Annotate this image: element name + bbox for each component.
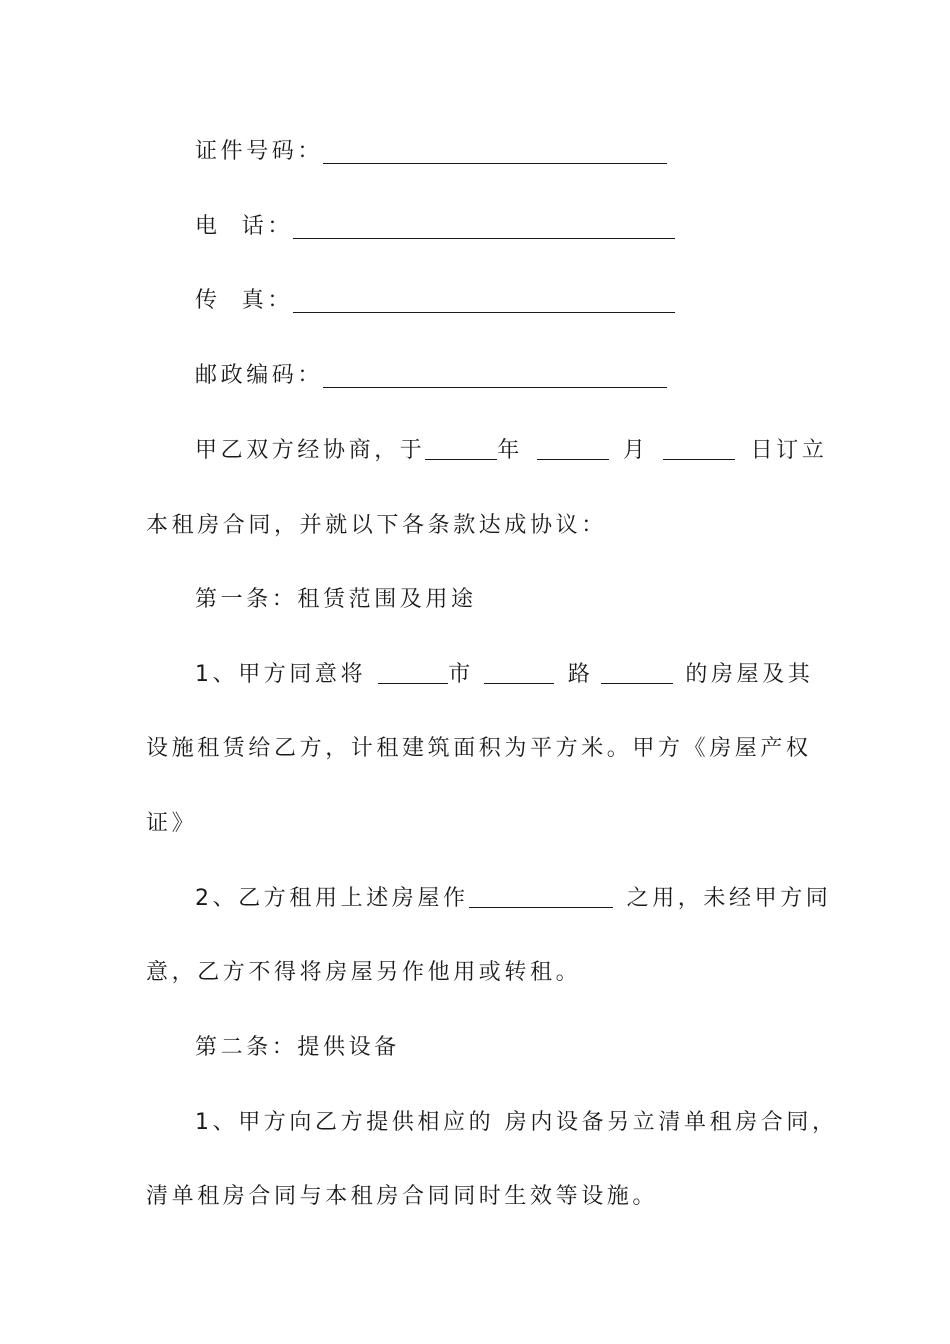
- article-1-title-text: 第一条：租赁范围及用途: [195, 587, 477, 612]
- phone-row: [195, 212, 675, 242]
- city-blank: [378, 661, 448, 684]
- agreement-text-2: 本租房合同，并就以下各条款达成协议：: [146, 513, 607, 538]
- article-1-item-2-line-2: [146, 958, 581, 988]
- article-2-item-1-line-1: [195, 1108, 838, 1138]
- item-2-text-2: 之用，未经甲方同: [626, 886, 832, 911]
- agreement-line-1: [195, 436, 827, 466]
- day-label: 日订立: [750, 438, 828, 463]
- article-2-item-1-text-2: 清单租房合同与本租房合同同时生效等设施。: [146, 1184, 659, 1209]
- year-blank: [425, 437, 497, 460]
- article-2-item-1-line-2: [146, 1182, 658, 1212]
- month-blank: [537, 437, 609, 460]
- postal-code-row: [195, 361, 667, 391]
- id-number-blank: [323, 141, 667, 164]
- article-1-item-2-line-1: [195, 884, 831, 914]
- article-1-item-1-line-1: [195, 660, 813, 690]
- house-blank: [601, 661, 673, 684]
- item-2-text-3: 意，乙方不得将房屋另作他用或转租。: [146, 960, 582, 985]
- city-label: 市: [448, 662, 474, 687]
- item-1-text-3: 设施租赁给乙方，计租建筑面积为平方米。甲方《房屋产权: [146, 736, 812, 761]
- postal-code-blank: [323, 365, 667, 388]
- agreement-line-2: [146, 511, 607, 541]
- phone-blank: [293, 216, 675, 239]
- item-2-text-1: 2、乙方租用上述房屋作: [195, 886, 469, 911]
- phone-label: 电 话：: [195, 214, 293, 239]
- article-2-title-text: 第二条：提供设备: [195, 1035, 400, 1060]
- item-1-text-4: 证》: [146, 811, 198, 836]
- month-label: 月: [623, 438, 649, 463]
- item-1-text-1: 1、甲方同意将: [195, 662, 367, 687]
- day-blank: [663, 437, 735, 460]
- id-number-label: 证件号码：: [195, 139, 324, 164]
- agreement-text-1: 甲乙双方经协商，于: [195, 438, 426, 463]
- article-2-item-1-text-1: 1、甲方向乙方提供相应的 房内设备另立清单租房合同，: [195, 1110, 838, 1135]
- year-label: 年: [497, 438, 524, 463]
- fax-blank: [293, 290, 675, 313]
- postal-code-label: 邮政编码：: [195, 363, 324, 388]
- id-number-row: [195, 137, 667, 167]
- usage-blank: [469, 885, 613, 908]
- article-1-item-1-line-2: [146, 734, 812, 764]
- fax-row: [195, 286, 675, 316]
- item-1-text-2: 的房屋及其: [685, 662, 814, 687]
- article-1-item-1-line-3: [146, 809, 197, 839]
- article-1-title: [195, 585, 477, 615]
- fax-label: 传 真：: [195, 288, 293, 313]
- article-2-title: [195, 1033, 400, 1063]
- road-blank: [484, 661, 554, 684]
- road-label: 路: [567, 662, 594, 687]
